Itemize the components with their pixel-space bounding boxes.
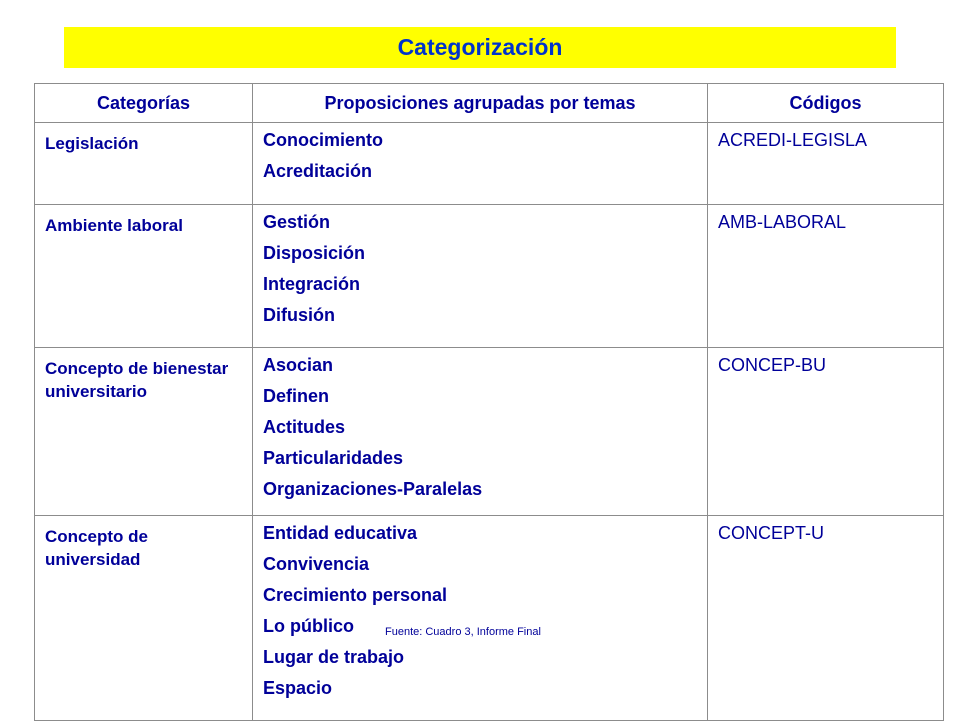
- proposition-item: Entidad educativa: [263, 523, 418, 543]
- propositions-cell: [253, 516, 708, 721]
- category-cell: Ambiente laboral: [35, 205, 253, 348]
- proposition-item: Gestión: [263, 212, 331, 232]
- header-proposiciones: Proposiciones agrupadas por temas: [253, 84, 708, 123]
- proposition-item: Definen: [263, 386, 330, 406]
- table-row: [35, 205, 944, 348]
- code-cell: ACREDI-LEGISLA: [708, 123, 944, 205]
- proposition-item: Asocian: [263, 355, 334, 375]
- proposition-item: Espacio: [263, 678, 333, 698]
- proposition-item: Crecimiento personal: [263, 585, 448, 605]
- table-row: [35, 348, 944, 516]
- proposition-item: Particularidades: [263, 448, 404, 468]
- propositions-cell: [253, 348, 708, 516]
- category-cell: Legislación: [35, 123, 253, 205]
- code-cell: CONCEPT-U: [708, 516, 944, 721]
- proposition-item: Lugar de trabajo: [263, 647, 405, 667]
- table-row: [35, 123, 944, 205]
- header-codigos: Códigos: [708, 84, 944, 123]
- proposition-item: Acreditación: [263, 161, 373, 181]
- propositions-cell: [253, 205, 708, 348]
- table-header-row: [35, 84, 944, 123]
- proposition-item: Conocimiento: [263, 130, 383, 150]
- source-note: Fuente: Cuadro 3, Informe Final: [385, 626, 541, 638]
- proposition-item: Convivencia: [263, 554, 370, 574]
- code-cell: AMB-LABORAL: [708, 205, 944, 348]
- table-row: [35, 516, 944, 721]
- code-cell: CONCEP-BU: [708, 348, 944, 516]
- proposition-item: Lo público: [263, 616, 354, 636]
- page-title-text: Categorización: [397, 34, 563, 60]
- proposition-item: Integración: [263, 274, 361, 294]
- category-cell: Concepto de bienestar universitario: [35, 348, 253, 516]
- header-categorias: Categorías: [35, 84, 253, 123]
- proposition-item: Organizaciones-Paralelas: [263, 479, 483, 499]
- proposition-item: Actitudes: [263, 417, 346, 437]
- proposition-item: Disposición: [263, 243, 366, 263]
- category-cell: Concepto de universidad: [35, 516, 253, 721]
- propositions-cell: [253, 123, 708, 205]
- proposition-item: Difusión: [263, 305, 335, 325]
- page-title: [64, 27, 896, 68]
